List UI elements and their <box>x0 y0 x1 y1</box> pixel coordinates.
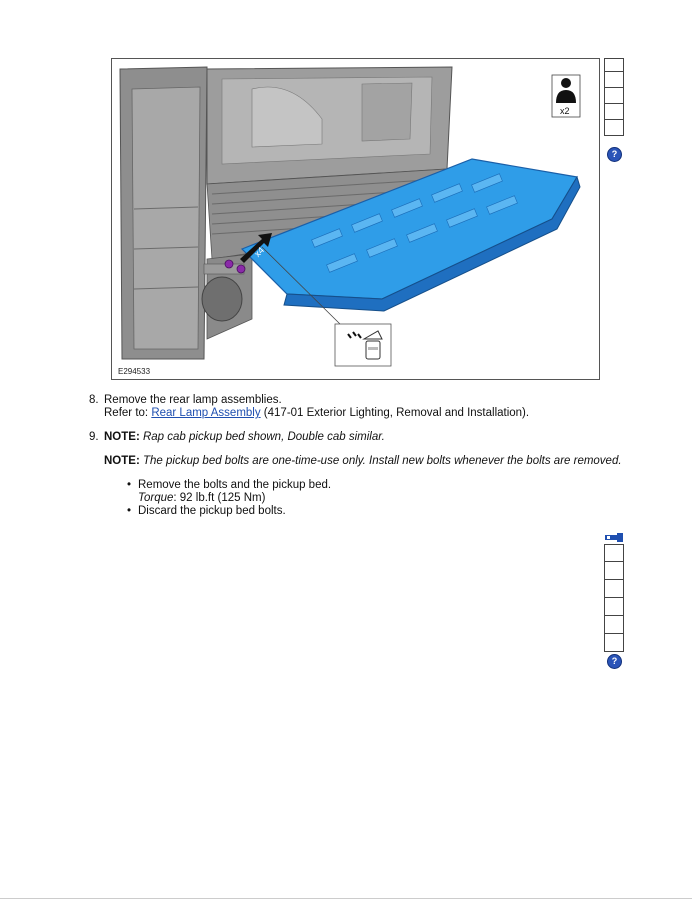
checklist-cell[interactable] <box>604 72 624 88</box>
checklist-cell[interactable] <box>604 544 624 562</box>
step-instruction: Remove the rear lamp assemblies. <box>104 394 282 406</box>
torque-spec: Torque: 92 lb.ft (125 Nm) <box>138 492 266 504</box>
rear-lamp-assembly-link[interactable]: Rear Lamp Assembly <box>151 407 261 419</box>
torque-wrench-icon[interactable] <box>605 533 624 543</box>
checklist-cell[interactable] <box>604 88 624 104</box>
note-1: NOTE: Rap cab pickup bed shown, Double cab similar. <box>104 431 385 443</box>
checklist-cell[interactable] <box>604 104 624 120</box>
checklist-cell[interactable] <box>604 580 624 598</box>
pickup-bed-illustration <box>112 59 600 380</box>
page-bottom-divider <box>0 898 692 899</box>
illustration-frame <box>111 58 600 380</box>
step-number: 8. <box>89 394 99 406</box>
side-checklist-top <box>604 58 624 136</box>
svg-text:x4: x4 <box>252 245 267 259</box>
bullet-item: Discard the pickup bed bolts. <box>138 505 286 517</box>
svg-text:x2: x2 <box>560 106 570 116</box>
bolt-marker <box>237 265 245 273</box>
bolt-marker <box>225 260 233 268</box>
bullet-dot: • <box>127 479 132 491</box>
help-icon[interactable]: ? <box>607 654 622 669</box>
help-icon[interactable]: ? <box>607 147 622 162</box>
checklist-cell[interactable] <box>604 616 624 634</box>
figure-id: E294533 <box>118 367 151 376</box>
step-8-text <box>104 394 604 420</box>
bullet-dot: • <box>127 505 132 517</box>
refer-line: Refer to: Rear Lamp Assembly (417-01 Exterior Lighting, Removal and Installation). <box>104 407 530 419</box>
two-persons-icon <box>552 75 580 117</box>
discard-bolts-icon <box>335 324 391 366</box>
checklist-cell[interactable] <box>604 120 624 136</box>
side-checklist-bottom <box>604 544 624 652</box>
checklist-cell[interactable] <box>604 634 624 652</box>
checklist-cell[interactable] <box>604 58 624 72</box>
note-2: NOTE: The pickup bed bolts are one-time-use only. Install new bolts whenever the bolts are removed. <box>104 455 622 467</box>
checklist-cell[interactable] <box>604 598 624 616</box>
bullet-item: Remove the bolts and the pickup bed. Torque: 92 lb.ft (125 Nm) <box>138 479 538 505</box>
checklist-cell[interactable] <box>604 562 624 580</box>
step-number: 9. <box>89 431 99 443</box>
